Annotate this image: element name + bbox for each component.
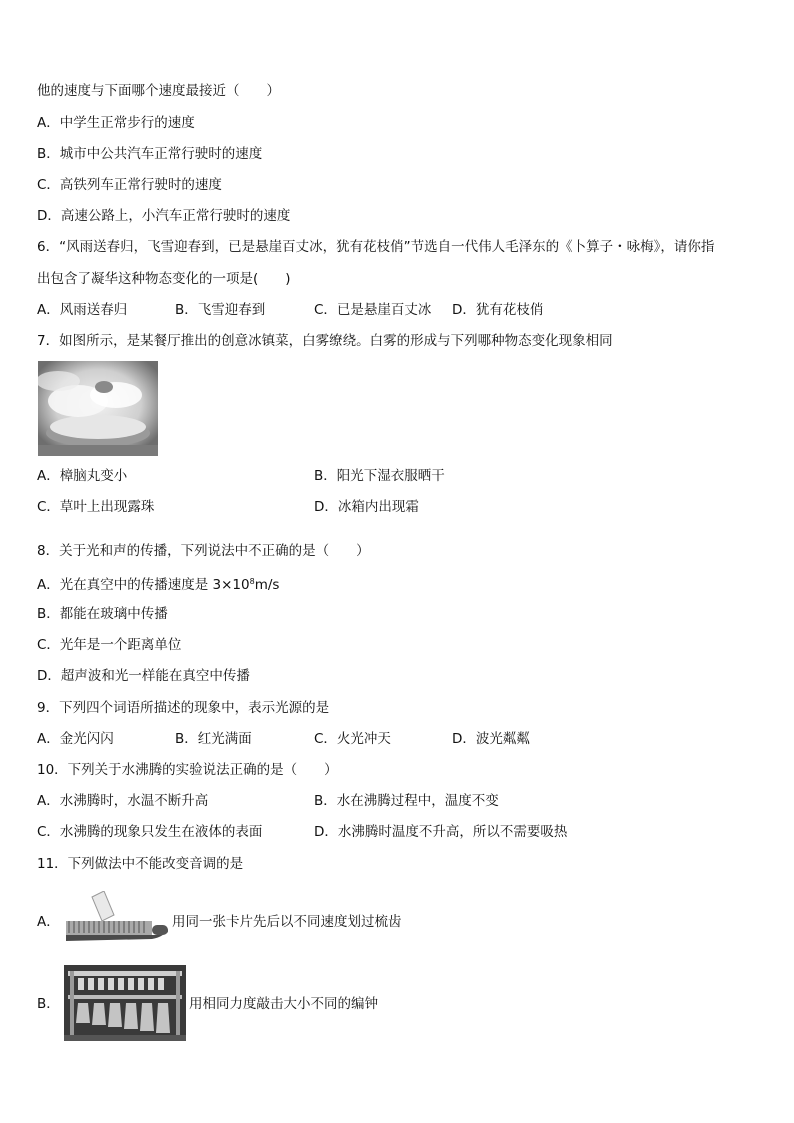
q9-option-d[interactable]: D．波光粼粼 (452, 731, 530, 747)
q6-option-a[interactable]: A．风雨送春归 (37, 302, 128, 318)
ice-dish-photo (38, 361, 158, 456)
q8-option-c[interactable]: C．光年是一个距离单位 (37, 637, 182, 653)
q8-option-a[interactable] (37, 573, 279, 594)
q6-stem-line1: 6．“风雨送春归，飞雪迎春到，已是悬崖百丈冰，犹有花枝俏”节选自一代伟人毛泽东的《卜算子・咏梅》，请你指 (37, 239, 715, 255)
q11-option-b-text[interactable]: 用相同力度敲击大小不同的编钟 (189, 996, 378, 1012)
q5-option-c[interactable]: C．高铁列车正常行驶时的速度 (37, 177, 222, 193)
q5-option-d[interactable]: D．高速公路上，小汽车正常行驶时的速度 (37, 208, 291, 224)
q8-stem: 8．关于光和声的传播，下列说法中不正确的是（ ） (37, 543, 370, 559)
q6-option-c[interactable]: C．已是悬崖百丈冰 (314, 302, 432, 318)
q8-option-b[interactable]: B．都能在玻璃中传播 (37, 606, 168, 622)
q8-option-a-text: A．光在真空中的传播速度是 3×10 (37, 577, 250, 593)
q10-stem: 10．下列关于水沸腾的实验说法正确的是（ ） (37, 762, 338, 778)
q8-option-d[interactable]: D．超声波和光一样能在真空中传播 (37, 668, 250, 684)
q6-stem-line2: 出包含了凝华这种物态变化的一项是( ) (37, 271, 291, 287)
q7-option-d[interactable]: D．冰箱内出现霜 (314, 499, 419, 515)
q7-option-a[interactable]: A．樟脑丸变小 (37, 468, 128, 484)
q7-option-c[interactable]: C．草叶上出现露珠 (37, 499, 155, 515)
q7-option-b[interactable]: B．阳光下湿衣服晒干 (314, 468, 445, 484)
q6-option-b[interactable]: B．飞雪迎春到 (175, 302, 266, 318)
q10-option-d[interactable]: D．水沸腾时温度不升高，所以不需要吸热 (314, 824, 568, 840)
q7-stem: 7．如图所示，是某餐厅推出的创意冰镇菜，白雾缭绕。白雾的形成与下列哪种物态变化现象相同 (37, 333, 613, 349)
q10-option-a[interactable]: A．水沸腾时，水温不断升高 (37, 793, 209, 809)
q5-option-a[interactable]: A．中学生正常步行的速度 (37, 115, 195, 131)
q9-option-a[interactable]: A．金光闪闪 (37, 731, 114, 747)
q9-stem: 9．下列四个词语所描述的现象中，表示光源的是 (37, 700, 330, 716)
q5-option-b[interactable]: B．城市中公共汽车正常行驶时的速度 (37, 146, 263, 162)
comb-card-image (64, 891, 172, 949)
q9-option-b[interactable]: B．红光满面 (175, 731, 252, 747)
q11-option-b-label[interactable]: B． (37, 996, 60, 1012)
q9-option-c[interactable]: C．火光冲天 (314, 731, 391, 747)
q10-option-c[interactable]: C．水沸腾的现象只发生在液体的表面 (37, 824, 263, 840)
q11-option-a-label[interactable]: A． (37, 914, 60, 930)
q11-option-a-text[interactable]: 用同一张卡片先后以不同速度划过梳齿 (172, 914, 402, 930)
chime-bells-image (64, 965, 186, 1041)
q6-option-d[interactable]: D．犹有花枝俏 (452, 302, 544, 318)
q5-stem: 他的速度与下面哪个速度最接近（ ） (37, 83, 280, 99)
q10-option-b[interactable]: B．水在沸腾过程中，温度不变 (314, 793, 499, 809)
q11-stem: 11．下列做法中不能改变音调的是 (37, 856, 244, 872)
q8-option-a-unit: m/s (254, 577, 280, 593)
q8-option-a-exponent: 8 (249, 577, 255, 586)
